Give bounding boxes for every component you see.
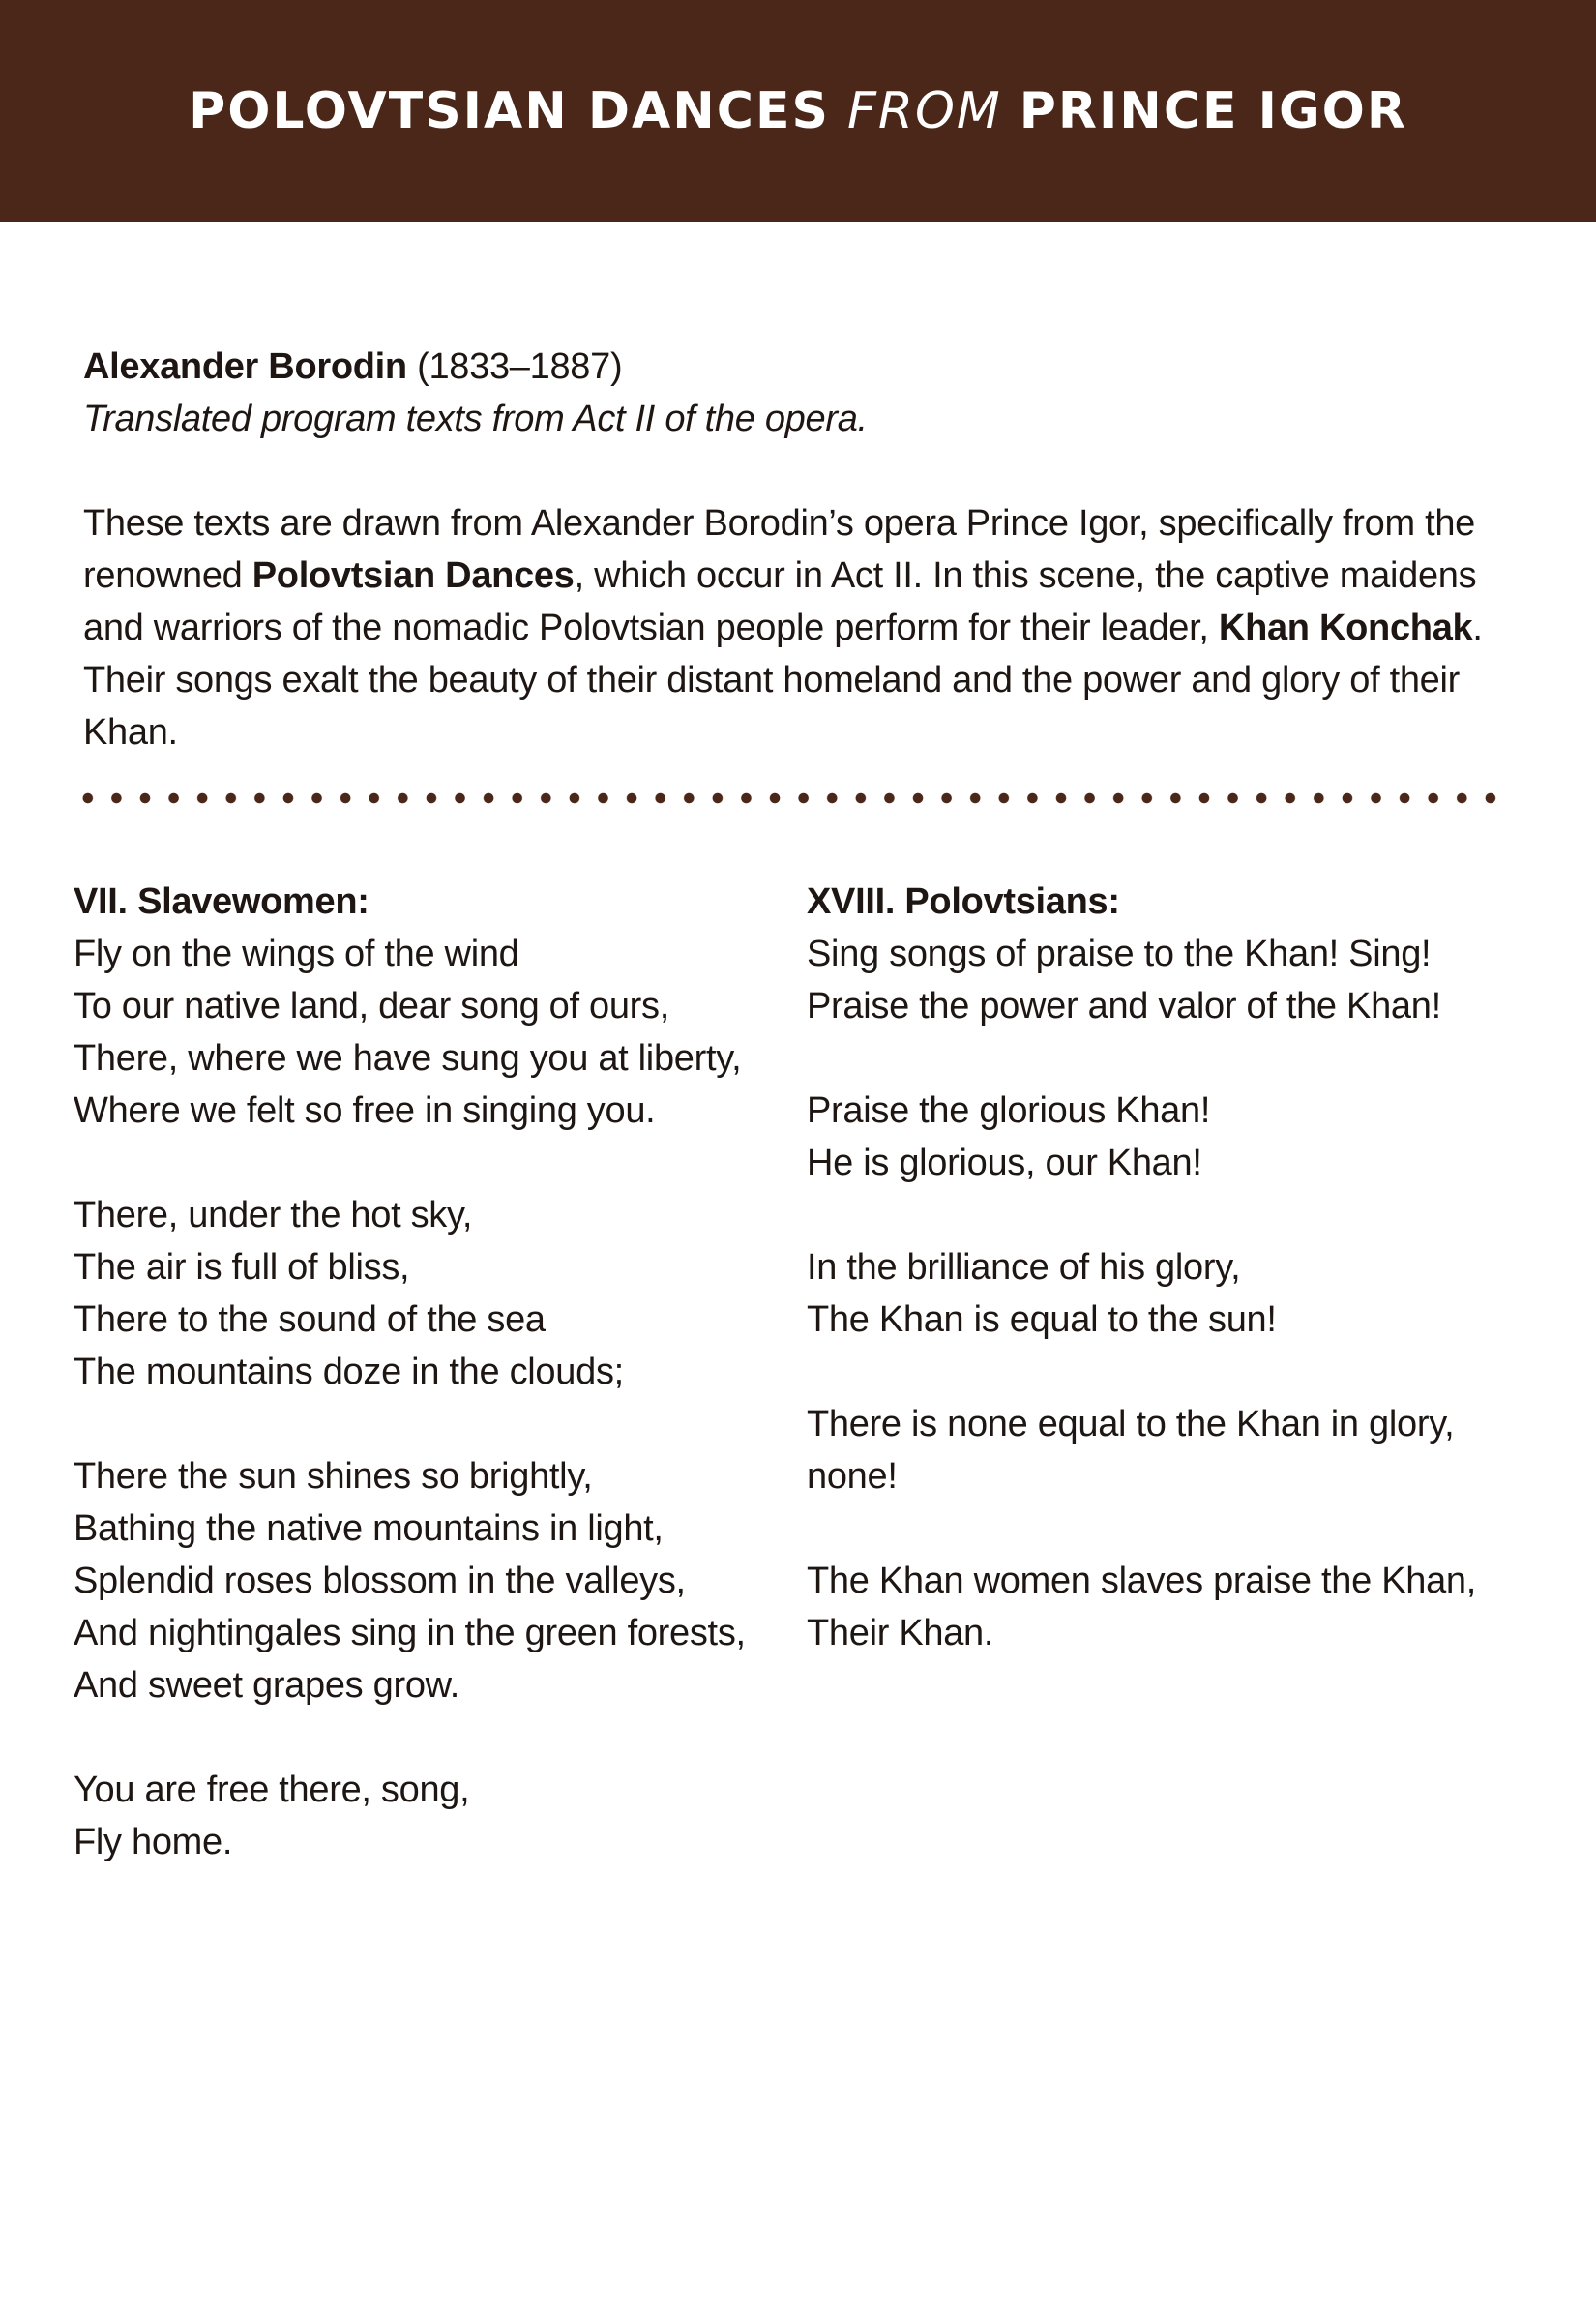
- lyric-line: And nightingales sing in the green forests,: [74, 1613, 746, 1653]
- lyric-line: The mountains doze in the clouds;: [74, 1352, 624, 1392]
- lyric-line: Where we felt so free in singing you.: [74, 1090, 656, 1131]
- lyric-line: In the brilliance of his glory,: [807, 1247, 1241, 1288]
- stanza-gap: [74, 1398, 789, 1450]
- stanza-gap: [807, 1503, 1522, 1555]
- lyric-line: Fly home.: [74, 1822, 233, 1862]
- lyric-line: There, where we have sung you at liberty,: [74, 1038, 742, 1079]
- lyric-line: There to the sound of the sea: [74, 1299, 546, 1340]
- lyric-line: The Khan is equal to the sun!: [807, 1299, 1277, 1340]
- lyric-line: Splendid roses blossom in the valleys,: [74, 1561, 686, 1601]
- right-column-heading: XVIII. Polovtsians:: [807, 881, 1120, 922]
- composer-name: Alexander Borodin: [83, 346, 407, 387]
- subtitle: Translated program texts from Act II of the opera.: [83, 399, 868, 439]
- lyric-line: Sing songs of praise to the Khan! Sing!: [807, 934, 1432, 974]
- title-part-2: FROM: [846, 81, 1002, 140]
- composer-credit: [83, 341, 1534, 393]
- stanza-gap: [74, 1137, 789, 1189]
- lyric-line: You are free there, song,: [74, 1770, 470, 1810]
- intro-description: [83, 497, 1534, 759]
- lyric-line: There is none equal to the Khan in glory,: [807, 1404, 1455, 1444]
- description-bold-2: Khan Konchak: [1218, 608, 1473, 648]
- left-column: [74, 876, 789, 1868]
- stanza-gap: [807, 1346, 1522, 1398]
- stanza-gap: [807, 1189, 1522, 1241]
- stanza-gap: [74, 1712, 789, 1764]
- right-column: [807, 876, 1522, 1659]
- lyric-line: And sweet grapes grow.: [74, 1665, 459, 1706]
- title-part-1: POLOVTSIAN DANCES: [189, 81, 830, 140]
- lyric-line: The Khan women slaves praise the Khan,: [807, 1561, 1477, 1601]
- lyric-line: Praise the power and valor of the Khan!: [807, 986, 1441, 1027]
- lyric-line: To our native land, dear song of ours,: [74, 986, 669, 1027]
- description-bold-1: Polovtsian Dances: [251, 555, 575, 596]
- page-title: [0, 0, 1596, 222]
- lyric-line: Their Khan.: [807, 1613, 994, 1653]
- description-text-3: . Their songs exalt the beauty of their distant homeland and the power and glory of their Khan.: [83, 608, 1483, 753]
- stanza-gap: [807, 1032, 1522, 1085]
- description-text-1: These texts are drawn from Alexander Borodin’s opera Prince Igor, specifically from the renowned: [83, 503, 1476, 596]
- left-column-heading: VII. Slavewomen:: [74, 881, 369, 922]
- lyric-line: Bathing the native mountains in light,: [74, 1508, 664, 1549]
- lyric-line: none!: [807, 1456, 898, 1497]
- right-column-stanzas: [807, 928, 1522, 1659]
- lyric-line: Fly on the wings of the wind: [74, 934, 519, 974]
- composer-dates: (1833–1887): [417, 346, 623, 387]
- title-part-3: PRINCE IGOR: [1019, 81, 1407, 140]
- lyric-line: Praise the glorious Khan!: [807, 1090, 1211, 1131]
- description-text-2: , which occur in Act II. In this scene, the captive maidens and warriors of the nomadic Polovtsian people perform for their leader,: [83, 555, 1477, 648]
- left-column-stanzas: [74, 928, 789, 1868]
- lyric-line: There, under the hot sky,: [74, 1195, 473, 1235]
- dotted-divider: [74, 791, 1503, 805]
- lyric-line: There the sun shines so brightly,: [74, 1456, 593, 1497]
- lyric-line: He is glorious, our Khan!: [807, 1143, 1202, 1183]
- lyric-line: The air is full of bliss,: [74, 1247, 410, 1288]
- intro-section: [83, 341, 1534, 759]
